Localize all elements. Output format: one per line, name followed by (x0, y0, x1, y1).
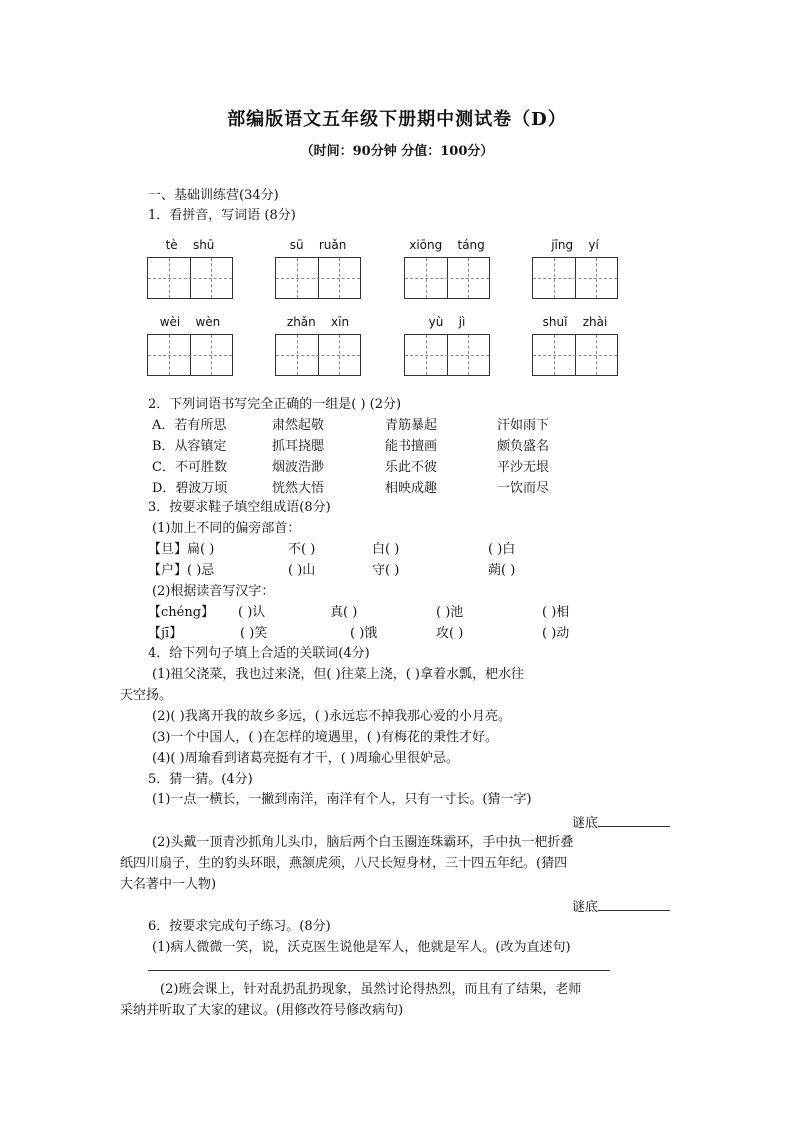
question-4-sentence-1: (1)祖父浇菜，我也过来浇，但( )往菜上浇，( )拿着水瓢，杷水往 (152, 667, 524, 682)
guide-line (148, 278, 232, 279)
pinyin-label (404, 238, 490, 252)
question-3-sub-2: (2)根据读音写汉字： (152, 584, 275, 599)
pinyin-syllable: shuǐ (542, 315, 568, 329)
writing-box[interactable] (275, 334, 361, 376)
pinyin-syllable: yí (588, 238, 599, 252)
page-title: 部编版语文五年级下册期中测试卷（D） (227, 109, 567, 130)
pinyin-label (532, 238, 618, 252)
answer-blank[interactable] (598, 812, 670, 827)
pinyin-syllable: jīng (551, 238, 574, 252)
guide-line (405, 278, 489, 279)
guide-line (426, 335, 427, 375)
option-letter[interactable]: C．不可胜数 (152, 460, 227, 475)
fill-in-item[interactable]: 【旦】扁( ) (148, 542, 215, 557)
fill-in-item[interactable]: 攻( ) (436, 626, 464, 641)
pinyin-syllable: ruǎn (318, 238, 347, 252)
answer-rule[interactable] (148, 970, 610, 971)
fill-in-item[interactable]: ( )池 (436, 605, 464, 620)
question-6-sentence-2-cont: 采纳并听取了大家的建议。(用修改符号修改病句) (120, 1003, 404, 1018)
pinyin-syllable: wèi (159, 315, 181, 329)
guide-line (339, 335, 340, 375)
guide-line (297, 258, 298, 298)
exam-time-score: （时间：90分钟 分值：100分） (300, 144, 494, 159)
option-word: 乐此不彼 (385, 460, 438, 475)
option-word: 汗如雨下 (497, 418, 550, 433)
fill-in-item[interactable]: ( )饿 (350, 626, 378, 641)
fill-in-item[interactable]: 蒴( ) (488, 563, 516, 578)
guide-line (468, 258, 469, 298)
question-4-sentence-3: (3)一个中国人，( )在怎样的境遇里，( )有梅花的秉性才好。 (152, 730, 498, 745)
writing-box[interactable] (532, 257, 618, 299)
guide-line (169, 258, 170, 298)
section-heading: 一、基础训练营(34分) (148, 188, 279, 203)
guide-line (533, 355, 617, 356)
guide-line (148, 355, 232, 356)
guide-line (533, 278, 617, 279)
pinyin-syllable: xiōng (409, 238, 443, 252)
question-5-riddle-1: (1)一点一横长，一撇到南洋，南洋有个人，只有一寸长。(猜一字) (152, 792, 532, 807)
fill-in-item[interactable]: 白( ) (372, 542, 400, 557)
guide-line (297, 335, 298, 375)
answer-label: 谜底 (572, 816, 599, 831)
pinyin-syllable: jì (458, 315, 466, 329)
guide-line (554, 335, 555, 375)
guide-line (276, 355, 360, 356)
guide-line (554, 258, 555, 298)
pinyin-label (147, 315, 233, 329)
fill-in-item[interactable]: 【jī】 (148, 626, 183, 641)
guide-line (276, 278, 360, 279)
pinyin-syllable: tè (165, 238, 178, 252)
option-word: 恍然大悟 (272, 481, 325, 496)
question-4-sentence-1-cont: 天空扬。 (120, 688, 173, 703)
pinyin-syllable: táng (457, 238, 485, 252)
guide-line (596, 335, 597, 375)
question-6-sentence-1: (1)病人微微一笑，说，沃克医生说他是军人，他就是军人。(改为直述句) (152, 940, 571, 955)
option-word: 颇负盛名 (497, 439, 550, 454)
guide-line (468, 335, 469, 375)
pinyin-label (532, 315, 618, 329)
writing-box[interactable] (404, 334, 490, 376)
option-word: 相映成趣 (385, 481, 438, 496)
guide-line (169, 335, 170, 375)
pinyin-syllable: sū (289, 238, 304, 252)
answer-label: 谜底 (572, 900, 599, 915)
fill-in-item[interactable]: 真( ) (330, 605, 358, 620)
guide-line (211, 335, 212, 375)
pinyin-label (275, 238, 361, 252)
guide-line (211, 258, 212, 298)
fill-in-item[interactable]: 不( ) (288, 542, 316, 557)
fill-in-item[interactable]: 【chéng】 (148, 605, 215, 620)
fill-in-item[interactable]: ( )笑 (240, 626, 268, 641)
guide-line (339, 258, 340, 298)
question-4-sentence-4: (4)( )周瑜看到诸葛亮挺有才干，( )周瑜心里很妒忌。 (152, 751, 459, 766)
writing-box[interactable] (532, 334, 618, 376)
question-5-riddle-2: (2)头戴一顶青沙抓角儿头巾，脑后两个白玉圈连珠霸环，手中执一杷折叠 (152, 835, 574, 850)
fill-in-item[interactable]: ( )动 (542, 626, 570, 641)
question-6-label: 6．按要求完成句子练习。(8分) (148, 919, 331, 934)
guide-line (596, 258, 597, 298)
fill-in-item[interactable]: 守( ) (372, 563, 400, 578)
question-1-label: 1．看拼音，写词语 (8分) (148, 208, 296, 223)
fill-in-item[interactable]: ( )相 (542, 605, 570, 620)
answer-line-1[interactable] (572, 812, 670, 834)
option-word: 一饮而尽 (497, 481, 550, 496)
question-3-sub-1: (1)加上不同的偏旁部首： (152, 521, 301, 536)
fill-in-item[interactable]: ( )认 (238, 605, 266, 620)
fill-in-item[interactable]: ( )白 (488, 542, 516, 557)
question-2-label: 2．下列词语书写完全正确的一组是( ) (2分) (148, 397, 402, 412)
answer-blank[interactable] (598, 896, 670, 911)
answer-line-2[interactable] (572, 896, 670, 918)
question-5-riddle-2-end: 大名著中一人物) (120, 877, 217, 892)
question-5-label: 5．猜一猜。(4分) (148, 772, 253, 787)
question-4-label: 4．给下列句子填上合适的关联词(4分) (148, 646, 370, 661)
option-letter[interactable]: A．若有所思 (152, 418, 227, 433)
option-word: 平沙无垠 (497, 460, 550, 475)
pinyin-syllable: wèn (195, 315, 221, 329)
option-word: 肃然起敬 (272, 418, 325, 433)
writing-box[interactable] (147, 334, 233, 376)
fill-in-item[interactable]: 【户】( )忌 (148, 563, 215, 578)
pinyin-syllable: shū (192, 238, 215, 252)
option-word: 烟波浩渺 (272, 460, 325, 475)
option-word: 抓耳挠腮 (272, 439, 325, 454)
pinyin-syllable: zhǎn (286, 315, 316, 329)
pinyin-syllable: xīn (331, 315, 350, 329)
question-5-riddle-2-cont: 纸四川扇子，生的豹头环眼，燕颔虎须，八尺长短身材，三十四五年纪。(猜四 (120, 856, 568, 871)
pinyin-label (147, 238, 233, 252)
fill-in-item[interactable]: ( )山 (288, 563, 316, 578)
option-word: 青筋暴起 (385, 418, 438, 433)
option-word: 能书擅画 (385, 439, 438, 454)
writing-box[interactable] (275, 257, 361, 299)
question-3-label: 3．按要求鞋子填空组成语(8分) (148, 500, 331, 515)
guide-line (405, 355, 489, 356)
pinyin-label (275, 315, 361, 329)
writing-box[interactable] (147, 257, 233, 299)
pinyin-label (404, 315, 490, 329)
guide-line (426, 258, 427, 298)
question-4-sentence-2: (2)( )我离开我的故乡多远，( )永远忘不掉我那心爱的小月亮。 (152, 709, 511, 724)
option-letter[interactable]: D．碧波万顷 (152, 481, 228, 496)
pinyin-syllable: zhài (582, 315, 608, 329)
question-6-sentence-2: (2)班会课上，针对乱扔乱扔现象，虽然讨论得热烈，而且有了结果，老师 (160, 982, 582, 997)
option-letter[interactable]: B．从容镇定 (152, 439, 227, 454)
pinyin-syllable: yù (428, 315, 444, 329)
writing-box[interactable] (404, 257, 490, 299)
